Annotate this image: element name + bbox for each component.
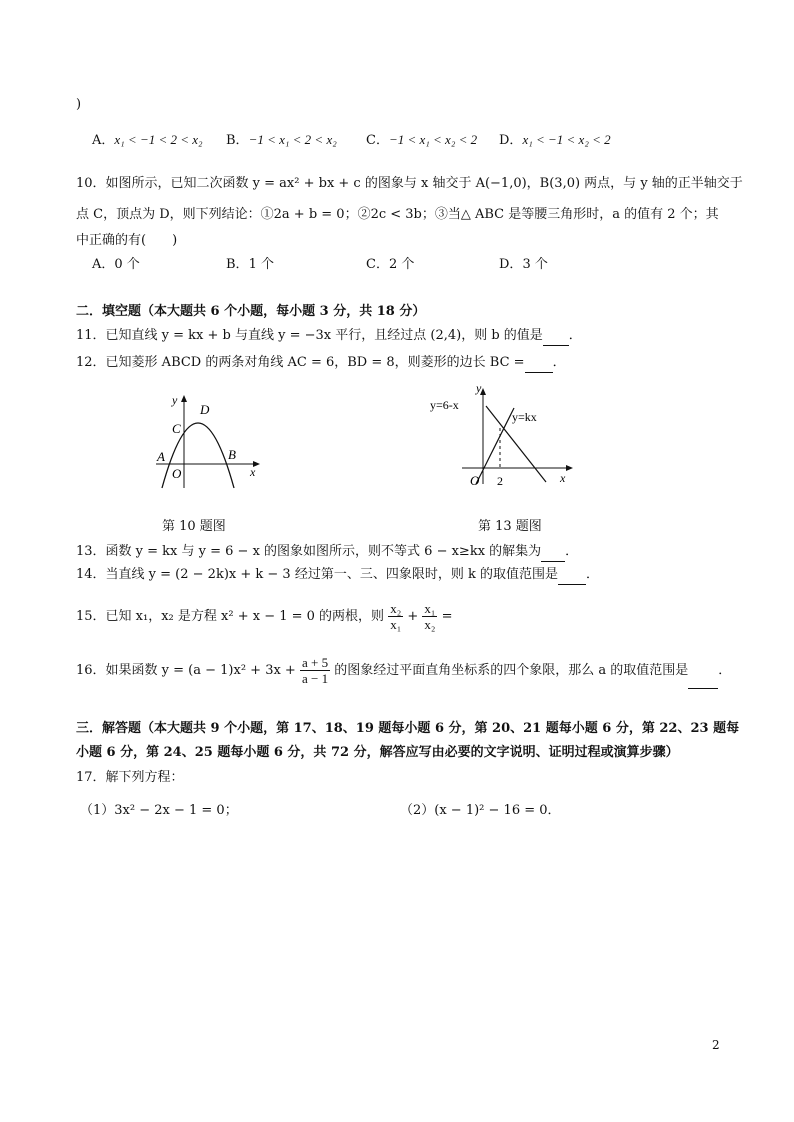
fig10-label-b: B (228, 447, 236, 462)
q12: 12．已知菱形 ABCD 的两条对角线 AC = 6，BD = 8，则菱形的边长 BC = ． (76, 354, 566, 373)
q9-option-c: C．−1 < x₁ < x₂ < 2 (366, 132, 478, 148)
fig10-label-a: A (157, 449, 165, 464)
section3-header-line1: 三．解答题（本大题共 9 个小题，第 17、18、19 题每小题 6 分，第 20、21 题每小题 6 分，第 22、23 题每 (76, 721, 740, 736)
q10-option-d: D．3 个 (499, 257, 548, 272)
q9-option-a: A．x₁ < −1 < 2 < x₂ (92, 132, 203, 148)
q11-blank[interactable] (543, 327, 569, 346)
fig10-label-d: D (200, 402, 210, 417)
q10-option-b: B．1 个 (226, 257, 274, 272)
fig10-y-arrow (181, 395, 187, 402)
section2-header: 二．填空题（本大题共 6 个小题，每小题 3 分，共 18 分） (76, 304, 426, 319)
fig10-label-c: C (172, 421, 181, 436)
fig13-line2-label: y=kx (512, 410, 537, 424)
section3-header-line2: 小题 6 分，第 24、25 题每小题 6 分，共 72 分，解答应写由必要的文字说明、证明过程或演算步骤） (76, 745, 679, 760)
fig10-x-label: x (250, 465, 256, 479)
q17-part2: （2）(x − 1)² − 16 = 0． (400, 803, 561, 818)
fig10-caption: 第 10 题图 (162, 519, 226, 534)
fig13-caption: 第 13 题图 (478, 519, 542, 534)
fig10-label-o: O (172, 466, 182, 481)
q14-blank[interactable] (558, 566, 586, 585)
fig13-graph (426, 384, 576, 492)
fig13-line1-label: y=6-x (430, 398, 459, 412)
q9-paren-close: ) (76, 97, 82, 112)
q10-line2: 点 C，顶点为 D，则下列结论：①2a + b = 0；②2c < 3b；③当△ ABC 是等腰三角形时，a 的值有 2 个；其 (76, 207, 719, 222)
q13: 13．函数 y = kx 与 y = 6 − x 的图象如图所示，则不等式 6 − x≥kx 的解集为 ． (76, 543, 578, 562)
q16-blank[interactable] (688, 654, 718, 689)
fig10-y-label: y (172, 393, 178, 407)
q9-option-b: B．−1 < x₁ < 2 < x₂ (226, 132, 337, 148)
q16-fraction: $\frac{a + 5}{a - 1}$ (301, 655, 329, 686)
q15: 15．已知 x₁，x₂ 是方程 x² + x − 1 = 0 的两根，则 $\frac{\text{x₂}}{\text{x₁}}$ + $\frac{\text{x₁}}{\text{x₂}}$ = (76, 601, 453, 632)
fig13-x-label: x (560, 471, 566, 485)
q17-part1: （1）3x² − 2x − 1 = 0； (80, 803, 238, 818)
q13-blank[interactable] (541, 543, 565, 562)
q14: 14．当直线 y = (2 − 2k)x + k − 3 经过第一、三、四象限时，则 k 的取值范围是 ． (76, 566, 599, 585)
fig10-graph (150, 392, 262, 492)
q15-fraction-2: $\frac{\text{x₁}}{\text{x₂}}$ (424, 601, 436, 632)
q10-option-c: C．2 个 (366, 257, 415, 272)
fig13-line-kx (476, 408, 514, 484)
q10-line1: 10．如图所示，已知二次函数 y = ax² + bx + c 的图象与 x 轴交于 A(−1,0)，B(3,0) 两点，与 y 轴的正半轴交于 (76, 176, 743, 191)
q17: 17．解下列方程： (76, 770, 184, 785)
page-number: 2 (712, 1038, 720, 1052)
q10-option-a: A．0 个 (92, 257, 140, 272)
q10-line3: 中正确的有( ) (76, 233, 178, 248)
q15-fraction-1: $\frac{\text{x₂}}{\text{x₁}}$ (390, 601, 402, 632)
q9-option-d: D．x₁ < −1 < x₂ < 2 (499, 132, 611, 148)
q16: 16．如果函数 y = (a − 1)x² + 3x + $\frac{a + 5}{a - 1}$ 的图象经过平面直角坐标系的四个象限，那么 a 的取值范围是 ． (76, 654, 731, 689)
fig13-x-arrow (566, 465, 573, 471)
q12-blank[interactable] (525, 354, 553, 373)
fig13-tick-2: 2 (497, 474, 503, 488)
fig13-y-label: y (476, 384, 482, 395)
q11: 11．已知直线 y = kx + b 与直线 y = −3x 平行，且经过点 (2,4)，则 b 的值是 ． (76, 327, 582, 346)
fig13-label-o: O (470, 473, 480, 488)
